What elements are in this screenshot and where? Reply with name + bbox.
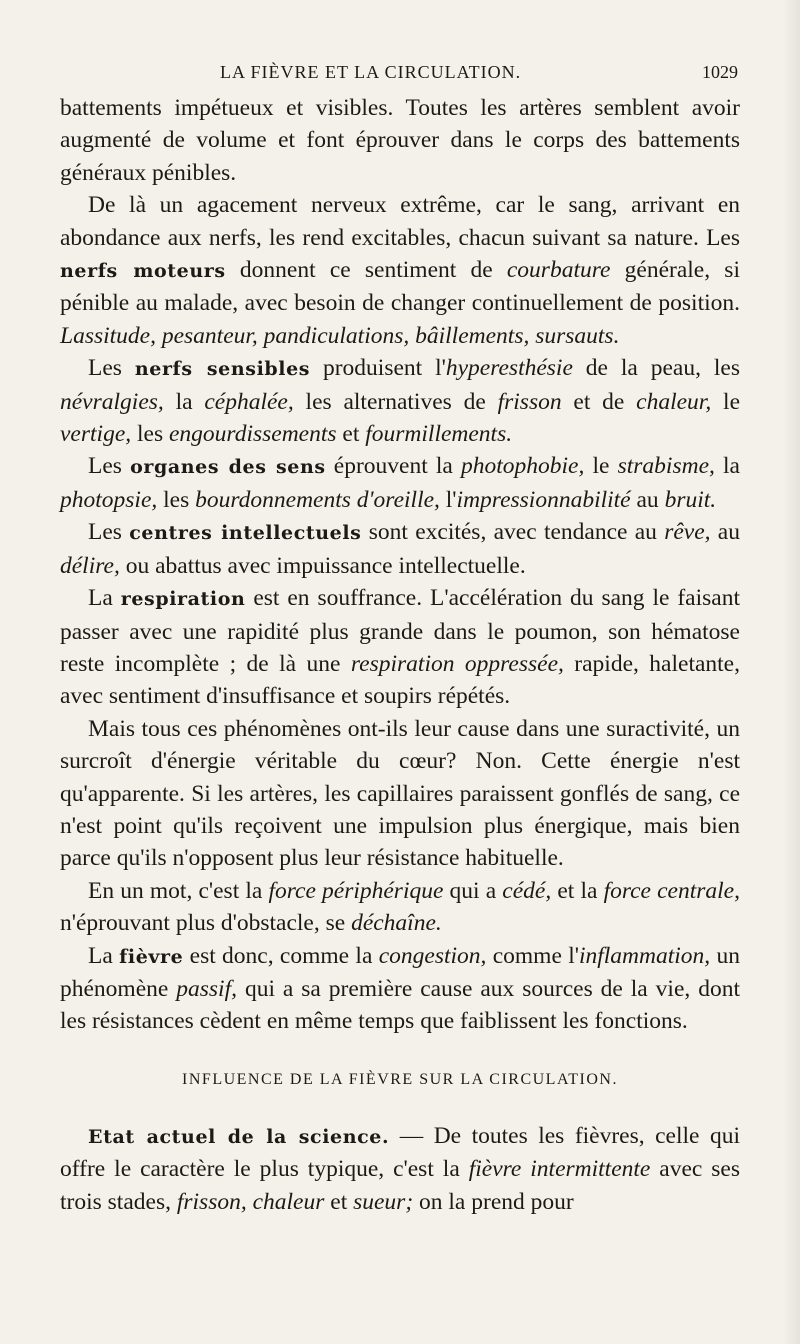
text-run: Mais tous ces phénomènes ont-ils leur cause dans une suractivité, un surcroît d'énergie véritable du cœur? Non. Cette énergie n'est qu'apparente. Si les artères, les capillaires paraissent gonflés de sang, ce n'est point qu'ils reçoivent une impulsion plus énergique, mais bien parce qu'ils n'opposent plus leur résistance habituelle.: [60, 715, 740, 872]
text-run: ou abattus avec impuissance intellectuelle.: [119, 552, 526, 579]
text-run: la: [163, 388, 205, 415]
text-run: rapide, haletante, avec sentiment d'insuffisance et soupirs répétés.: [60, 650, 740, 710]
italic-term: déchaîne.: [351, 910, 442, 937]
italic-term: bruit.: [664, 486, 717, 513]
page-header: [60, 62, 738, 86]
text-run: l': [439, 486, 457, 513]
text-run: — De toutes les fièvres, celle qui offre le caractère le plus typique, c'est la: [60, 1122, 740, 1183]
text-run: Les: [88, 453, 131, 480]
italic-term: respiration oppressée,: [350, 650, 564, 677]
bold-term: Etat actuel de la science.: [88, 1125, 390, 1148]
italic-term: délire,: [60, 552, 120, 579]
italic-term: sueur;: [353, 1188, 414, 1215]
body-text: [60, 92, 740, 1218]
text-run: De là un agacement nerveux extrême, car le sang, arrivant en abondance aux nerfs, les rend excitables, chacun suivant sa nature. Les: [60, 192, 740, 251]
running-title: LA FIÈVRE ET LA CIRCULATION.: [220, 62, 522, 82]
italic-term: inflammation,: [578, 942, 711, 969]
italic-term: fourmillements.: [365, 421, 513, 448]
text-run: est donc, comme la: [183, 942, 379, 969]
text-run: un phénomène: [60, 942, 741, 1002]
text-run: sont excités, avec tendance au: [361, 519, 665, 546]
italic-term: photopsie,: [60, 486, 158, 513]
paragraph-list: [60, 92, 740, 1038]
italic-term: impressionnabilité: [456, 486, 631, 513]
text-run: produisent l': [310, 355, 446, 382]
italic-term: cédé,: [502, 877, 552, 904]
text-run: on la prend pour: [413, 1188, 574, 1215]
text-run: au: [710, 519, 740, 546]
text-run: Les: [88, 355, 135, 382]
paragraph: [60, 189, 740, 352]
italic-term: hyperesthésie: [445, 355, 573, 382]
text-run: de la peau, les: [572, 355, 740, 382]
bold-term: centres intellectuels: [129, 522, 362, 545]
italic-term: passif,: [176, 975, 237, 1002]
italic-term: engourdissements: [168, 421, 337, 448]
text-run: les: [131, 421, 169, 448]
text-run: n'éprouvant plus d'obstacle, se: [60, 910, 352, 937]
italic-term: céphalée,: [204, 388, 294, 415]
paragraph: [60, 450, 740, 516]
bold-term: fièvre: [119, 945, 184, 968]
italic-term: force centrale,: [603, 877, 740, 904]
text-run: La: [88, 942, 120, 969]
text-run: le: [584, 453, 618, 480]
italic-term: chaleur,: [636, 388, 712, 415]
italic-term: congestion,: [378, 942, 487, 969]
paragraph: [60, 875, 740, 940]
text-run: les alternatives de: [293, 388, 498, 415]
bold-term: organes des sens: [130, 456, 326, 479]
paragraph: [60, 516, 740, 582]
text-run: La: [88, 585, 121, 612]
text-run: qui a: [443, 877, 503, 904]
text-run: qui a sa première cause aux sources de la vie, dont les résistances cèdent en même temps que faiblissent les fonctions.: [60, 975, 740, 1035]
text-run: est en souffrance. L'accélération du sang le faisant passer avec une rapidité plus grande dans le poumon, son hématose reste incomplète ; de là une: [60, 585, 740, 677]
text-run: éprouvent la: [325, 453, 461, 480]
text-run: avec ses trois stades,: [60, 1156, 740, 1215]
text-run: et la: [551, 877, 604, 904]
text-run: En un mot, c'est la: [88, 877, 269, 904]
italic-term: névralgies,: [60, 388, 164, 415]
text-run: Les: [88, 519, 130, 546]
italic-term: chaleur: [252, 1188, 325, 1215]
scan-edge-shadow: [782, 0, 800, 1344]
italic-term: bourdonnements d'oreille,: [195, 486, 440, 513]
text-run: la: [714, 453, 740, 480]
bold-term: nerfs sensibles: [134, 358, 311, 381]
paragraph: [60, 582, 740, 713]
page-number: 1029: [702, 62, 738, 82]
italic-term: force périphérique: [268, 877, 444, 904]
italic-term: fièvre intermittente: [468, 1156, 651, 1183]
text-run: et de: [561, 388, 637, 415]
italic-term: strabisme,: [617, 453, 715, 480]
text-run: le: [711, 388, 741, 415]
italic-term: photophobie,: [461, 453, 585, 480]
paragraph: [60, 92, 740, 189]
paragraph: [60, 940, 740, 1038]
italic-term: frisson: [497, 388, 562, 415]
text-run: et: [324, 1188, 354, 1215]
italic-term: frisson,: [176, 1188, 247, 1215]
text-run: générale, si pénible au malade, avec besoin de changer continuellement de position.: [60, 257, 740, 317]
text-run: et: [336, 421, 366, 448]
text-run: battements impétueux et visibles. Toutes les artères semblent avoir augmenté de volume et font éprouver dans le corps des battements généraux pénibles.: [60, 95, 740, 186]
bold-term: respiration: [120, 588, 246, 611]
paragraph: [60, 352, 740, 450]
text-run: au: [630, 486, 665, 513]
italic-term: rêve,: [664, 519, 711, 546]
section-heading: INFLUENCE DE LA FIÈVRE SUR LA CIRCULATION.: [182, 1070, 618, 1088]
italic-term: courbature: [506, 257, 611, 284]
text-run: comme l': [486, 942, 579, 969]
text-run: les: [157, 486, 196, 513]
final-paragraph: [60, 1120, 740, 1218]
italic-term: Lassitude, pesanteur, pandiculations, bâillements, sursauts.: [60, 322, 620, 349]
text-run: donnent ce sentiment de: [225, 257, 507, 284]
italic-term: vertige,: [60, 421, 132, 448]
bold-term: nerfs moteurs: [60, 260, 226, 283]
paragraph: [60, 713, 740, 875]
